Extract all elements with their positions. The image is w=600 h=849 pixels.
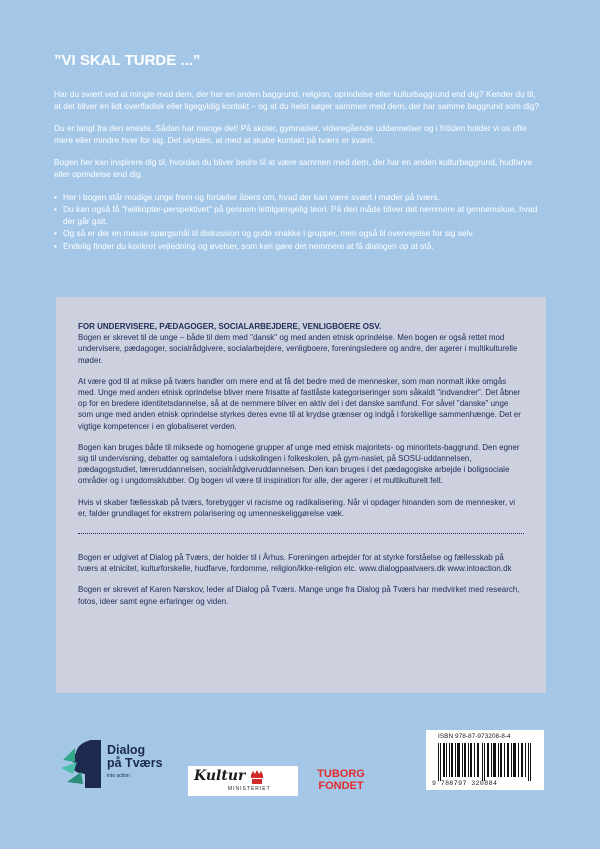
intro-paragraph: Har du svært ved at mingle med dem, der har en anden baggrund, religion, oprindelse eller kulturbaggrund end dig? Kender du til, at det bliver en lidt overfladisk eller ligegyldig kontakt – og at du helst søger sammen med dem, der har samme baggrund som dig? [54,89,540,111]
crown-emblem-icon [250,769,264,785]
author-paragraph: Bogen er skrevet af Karen Nørskov, leder af Dialog på Tværs. Mange unge fra Dialog på Tværs har medvirket med research, fotos, ideer samt egne erfaringer og viden. [78,585,520,606]
kulturministeriet-logo [188,766,298,796]
isbn-number: ISBN 978-87-973208-8-4 [438,733,511,740]
box-paragraph: Bogen er skrevet til de unge – både til dem med "dansk" og med anden etnisk oprindelse. Men bogen er også rettet mod undervisere, pædagoger, socialrådgivere, socialarbejdere, venligboere, foreningsledere og andre, der agerer i multikulturelle møder. [78,333,518,365]
kultur-wordmark: Kultur [194,768,246,784]
ministeriet-text: MINISTERIET [228,786,271,792]
dialog-logo-title: Dialog på Tværs [107,743,163,770]
barcode-icon [436,743,536,781]
dotted-divider [78,533,524,534]
headline: ”VI SKAL TURDE ...” [54,52,201,69]
publisher-paragraph: Bogen er udgivet af Dialog på Tværs, der holder til i Århus. Foreningen arbejder for at styrke forståelse og fællesskab på tværs at etnicitet, kulturforskelle, hudfarve, fordomme, religion/ikke-religion etc. www.dialogpaatvaers.dk www.intoaction.dk [78,553,512,574]
profile-silhouette-icon [55,738,105,790]
fondet-text: FONDET [318,780,364,792]
dialog-logo-subtitle: into action [107,773,130,779]
isbn-barcode [426,730,544,790]
intro-paragraph: Bogen her kan inspirere dig til, hvordan du bliver bedre til at være sammen med dem, der har en anden kulturbaggrund, hudfarve eller oprindelse end dig. [54,157,533,179]
bullet-list [54,192,544,253]
box-paragraph: At være god til at mikse på tværs handler om mere end at få det bedre med de mennesker, som man normalt ikke omgås med. Unge med anden etnisk oprindelse bliver mere frisatte af fastlåste kategoriseringer som såkaldt "indvandrer". Det åbner op for en bredere identitetsdannelse, så at de nemmere bliver en aktiv del i det danske samfund. For såvel "danske" unge som unge med anden etnisk oprindelse styrkes deres evne til at krydse grænser og indgå i forskellige sammenhænge. Det er vigtige kompetencer i en globaliseret verden. [78,376,521,431]
back-cover-intro [54,52,544,254]
bullet-item: • Du kan også få "helikopter-perspektivet" på gennem lettilgængelig teori. På den måde bliver det nemmere at gennemskue, hvad der går galt. [54,204,544,227]
box-paragraph: Bogen kan bruges både til miksede og homogene grupper af unge med etnisk majoritets- og minoritets-baggrund. Den egner sig til undervisning, debatter og samtalefora i udskolingen i folkeskolen, på gym-nasiet, på SOSU-uddannelsen, pædagogstudiet, læreruddannelsen, socialrådgiveruddannelsen. Den kan bruges i det pædagogiske arbejde i boligsociale områder og i ungdomsklubber. Og bogen vil være til inspiration for alle, der agerer i et multikulturelt felt. [78,442,520,486]
bullet-item: • Endelig finder du konkret vejledning og øvelser, som kan gøre det nemmere at få dialogen op at stå. [54,241,544,253]
intro-paragraph: Du er langt fra den eneste. Sådan har mange det! På skoler, gymnasier, videregående uddannelser og i fritiden holder vi os ofte mere eller mindre hver for sig. Det skyldes, at med at skabe kontakt på tværs er svært. [54,123,527,145]
box-heading: FOR UNDERVISERE, PÆDAGOGER, SOCIALARBEJDERE, VENLIGBOERE OSV. [78,322,382,331]
tuborgfondet-logo [312,766,370,796]
tuborg-text: TUBORG [317,768,365,780]
box-paragraph: Hvis vi skaber fællesskab på tværs, forebygger vi racisme og radikalisering. Når vi opdager hinanden som de mennesker, vi er, falder grundlaget for ekstrem polarisering og umenneskeliggørelse væk. [78,497,516,518]
dialog-paa-tvaers-logo [55,738,175,790]
barcode-digits: 9 788797 320884 [432,780,498,787]
professionals-info-box [56,297,546,693]
bullet-item: • Her i bogen står modige unge frem og fortæller åbent om, hvad der kan være svært i møder på tværs. [54,192,544,204]
bullet-item: • Og så er der en masse spørgsmål til diskussion og gode snakke i grupper, men også til overvejelse for sig selv. [54,228,544,240]
